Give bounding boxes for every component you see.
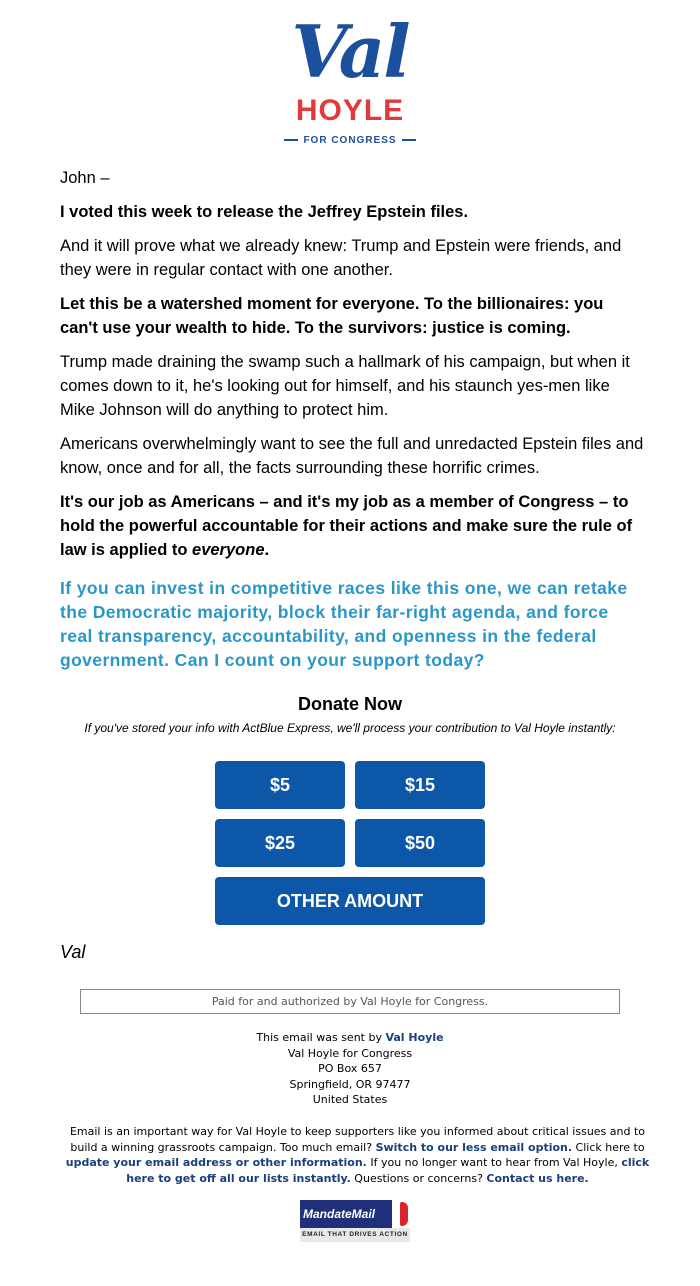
- footer-text-1: Email is an important way for Val Hoyle to keep supporters like you informed about critical issues and to build a winning grassroots campaign. Too much email?: [69, 1125, 646, 1154]
- address-intro: This email was sent by: [256, 1031, 386, 1044]
- sender-address: [0, 1030, 700, 1108]
- donate-5-button[interactable]: $5: [215, 761, 345, 809]
- paragraph-3: Let this be a watershed moment for everyone. To the billionaires: you can't use your wealth to hide. To the survivors: justice is coming.: [60, 295, 604, 337]
- address-po: PO Box 657: [318, 1062, 382, 1075]
- donate-title: Donate Now: [297, 694, 402, 714]
- donate-other-amount-button[interactable]: OTHER AMOUNT: [215, 877, 485, 925]
- email-body: [60, 166, 645, 682]
- less-email-link[interactable]: Switch to our less email option.: [375, 1140, 573, 1154]
- footer-legal: [60, 1124, 655, 1186]
- paragraph-4: Trump made draining the swamp such a hallmark of his campaign, but when it comes down to it, he's looking out for himself, and his staunch yes-men like Mike Johnson will do anything to protect him.: [60, 353, 630, 419]
- paid-for-disclaimer: Paid for and authorized by Val Hoyle for Congress.: [80, 989, 620, 1014]
- contact-link[interactable]: Contact us here.: [486, 1171, 589, 1185]
- mandatemail-tagline: EMAIL THAT DRIVES ACTION: [300, 1228, 410, 1242]
- signature: Val: [60, 942, 86, 962]
- donation-appeal: If you can invest in competitive races like this one, we can retake the Democratic majority, block their far-right agenda, and force real transparency, accountability, and openness in the federal government. Can I count on your support today?: [60, 578, 628, 670]
- paragraph-6-emphasis: everyone: [192, 541, 265, 559]
- address-city: Springfield, OR 97477: [289, 1077, 411, 1091]
- address-org: Val Hoyle for Congress: [287, 1046, 413, 1060]
- footer-text-2: Click here to: [572, 1140, 645, 1154]
- flag-icon: [392, 1200, 410, 1228]
- actblue-note: If you've stored your info with ActBlue Express, we'll process your contribution to Val Hoyle instantly:: [84, 721, 616, 735]
- logo-val-text: Val: [291, 9, 409, 94]
- address-country: United States: [312, 1093, 388, 1106]
- sender-link[interactable]: Val Hoyle: [385, 1031, 444, 1044]
- logo-hoyle-text: HOYLE: [295, 94, 405, 127]
- donate-50-button[interactable]: $50: [355, 819, 485, 867]
- update-info-link[interactable]: update your email address or other information.: [65, 1156, 367, 1169]
- unsubscribe-link[interactable]: click here to get off all our lists instantly.: [126, 1156, 650, 1185]
- footer-text-3: If you no longer want to hear from Val Hoyle,: [366, 1156, 622, 1169]
- logo-subtitle-text: FOR CONGRESS: [303, 135, 397, 146]
- mandatemail-name: MandateMail: [300, 1200, 410, 1228]
- paragraph-6-end: .: [264, 541, 270, 559]
- paragraph-1: I voted this week to release the Jeffrey Epstein files.: [60, 203, 469, 221]
- greeting: John –: [60, 169, 110, 187]
- paragraph-5: Americans overwhelmingly want to see the full and unredacted Epstein files and know, once and for all, the facts surrounding these horrific crimes.: [60, 435, 644, 477]
- paragraph-6: [60, 490, 645, 562]
- mandatemail-badge[interactable]: [300, 1200, 410, 1242]
- donate-15-button[interactable]: $15: [355, 761, 485, 809]
- footer-text-4: Questions or concerns?: [350, 1171, 487, 1185]
- paragraph-6-main: It's our job as Americans – and it's my job as a member of Congress – to hold the powerful accountable for their actions and make sure the rule of law is applied to: [60, 493, 633, 559]
- campaign-logo: [270, 9, 430, 146]
- paragraph-2: And it will prove what we already knew: Trump and Epstein were friends, and they were in regular contact with one another.: [60, 237, 622, 279]
- logo-subtitle: [270, 134, 430, 148]
- donate-25-button[interactable]: $25: [215, 819, 345, 867]
